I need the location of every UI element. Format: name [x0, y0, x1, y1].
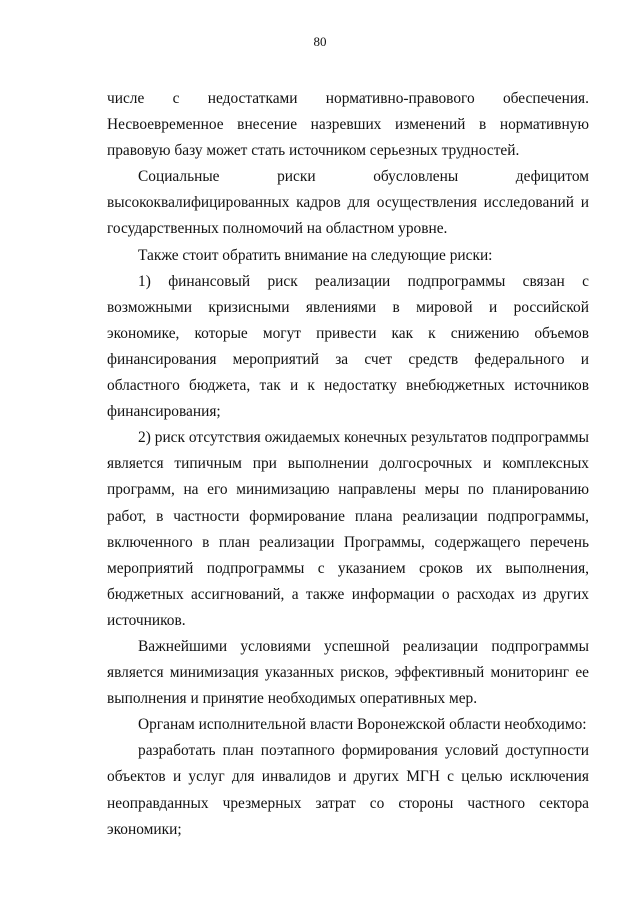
paragraph-key-conditions: Важнейшими условиями успешной реализации подпрограммы является минимизация указанных рисков, эффективный мониторинг ее выполнения и принятие необходимых оперативных мер.: [107, 637, 589, 708]
paragraph-financial-risk: 1) финансовый риск реализации подпрограммы связан с возможными кризисными явлениями в мировой и российской экономике, которые могут привести как к снижению объемов финансирования мероприятий за счет средств федерального и областного бюджета, так и к недостатку внебюджетных источников финансирования;: [107, 272, 589, 421]
document-body: [107, 86, 589, 843]
paragraph-social-risks: Социальные риски обусловлены дефицитом высококвалифицированных кадров для осуществления исследований и государственных полномочий на областном уровне.: [107, 168, 589, 238]
paragraph-accessibility-plan: разработать план поэтапного формирования условий доступности объектов и услуг для инвалидов и других МГН с целью исключения неоправданных чрезмерных затрат со стороны частного сектора экономики;: [107, 742, 589, 838]
paragraph-risks-intro: Также стоит обратить внимание на следующие риски:: [138, 246, 493, 264]
paragraph-results-risk: 2) риск отсутствия ожидаемых конечных результатов подпрограммы является типичным при выполнении долгосрочных и комплексных программ, на его минимизацию направлены меры по планированию работ, в частности формирование плана реализации подпрограммы, включенного в план реализации Программы, содержащего перечень мероприятий подпрограммы с указанием сроков их выполнения, бюджетных ассигнований, а также информации о расходах из других источников.: [107, 429, 589, 629]
paragraph-authorities: Органам исполнительной власти Воронежской области необходимо:: [138, 716, 587, 734]
paragraph-continuation: числе с недостатками нормативно-правового обеспечения. Несвоевременное внесение назревших изменений в нормативную правовую базу может стать источником серьезных трудностей.: [107, 90, 589, 160]
page-number: 80: [313, 34, 327, 49]
